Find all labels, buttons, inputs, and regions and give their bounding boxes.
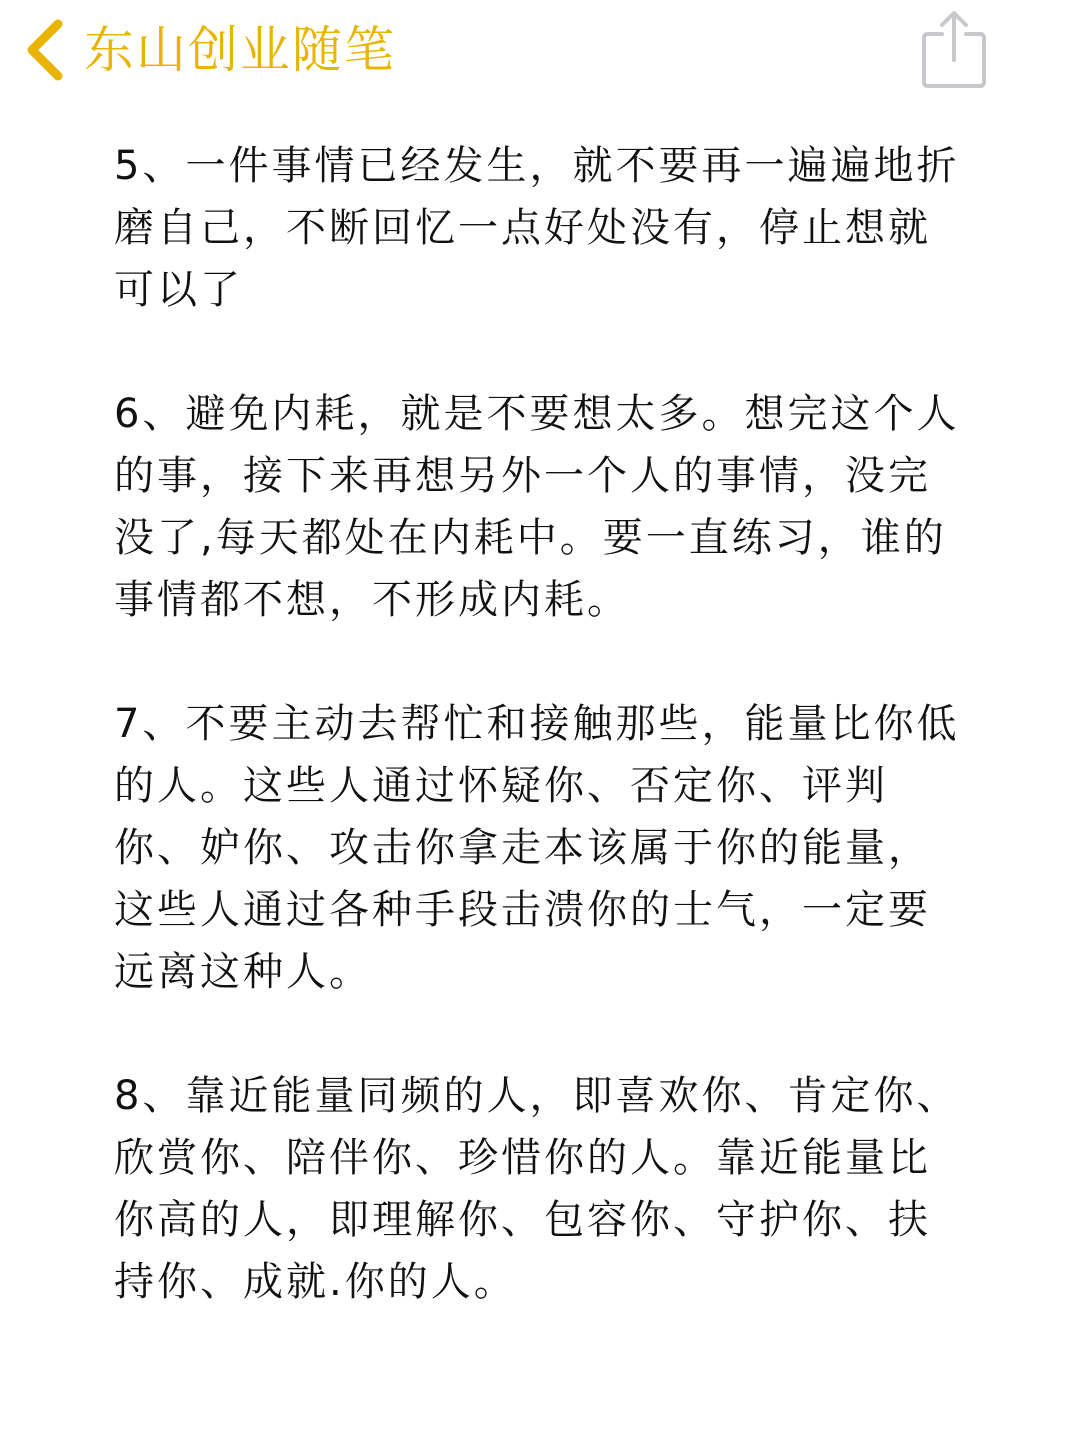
note-paragraph-8: 8、靠近能量同频的人，即喜欢你、肯定你、欣赏你、陪伴你、珍惜你的人。靠近能量比你高的人，即理解你、包容你、守护你、扶持你、成就.你的人。 — [114, 1073, 960, 1305]
back-button[interactable] — [20, 14, 396, 86]
note-paragraph-7: 7、不要主动去帮忙和接触那些，能量比你低的人。这些人通过怀疑你、否定你、评判你、妒你、攻击你拿走本该属于你的能量，这些人通过各种手段击溃你的士气，一定要远离这种人。 — [114, 701, 960, 995]
share-icon — [918, 6, 990, 92]
navigation-bar — [0, 0, 1080, 110]
note-body[interactable] — [114, 135, 964, 1375]
share-button[interactable] — [918, 6, 990, 92]
note-paragraph-6: 6、避免内耗，就是不要想太多。想完这个人的事，接下来再想另外一个人的事情，没完没了,每天都处在内耗中。要一直练习，谁的事情都不想，不形成内耗。 — [114, 391, 960, 623]
nav-title: 东山创业随笔 — [84, 21, 396, 79]
note-paragraph-5: 5、一件事情已经发生，就不要再一遍遍地折磨自己，不断回忆一点好处没有，停止想就可以了 — [114, 143, 960, 313]
chevron-left-icon — [20, 18, 66, 82]
